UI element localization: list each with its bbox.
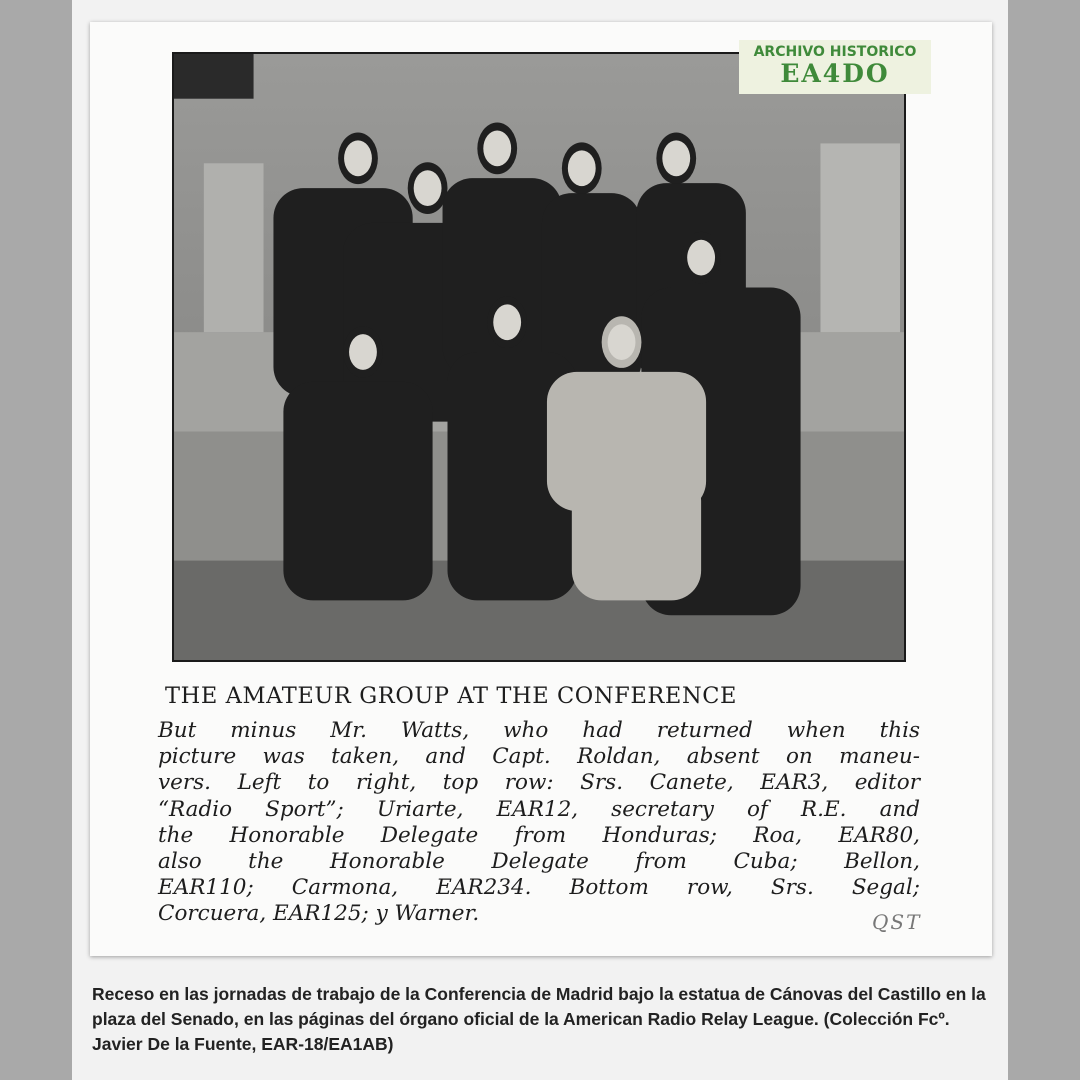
body-line: “Radio Sport”; Uriarte, EAR12, secretary of R.E. and (158, 796, 920, 822)
body-line: the Honorable Delegate from Honduras; Roa, EAR80, (158, 822, 920, 848)
source-credit: QST (872, 910, 922, 934)
body-line: vers. Left to right, top row: Srs. Canete, EAR3, editor (158, 770, 920, 796)
body-line: also the Honorable Delegate from Cuba; Bellon, (158, 849, 920, 875)
badge-title: ARCHIVO HISTORICO (753, 44, 917, 60)
badge-callsign: EA4DO (780, 59, 890, 88)
body-line: Corcuera, EAR125; y Warner. (158, 901, 480, 927)
photo-caption: Receso en las jornadas de trabajo de la Conferencia de Madrid bajo la estatua de Cánovas del Castillo en la plaza del Senado, en las páginas del órgano oficial de la American Radio Relay League. (Colección Fcº. Javier De la Fuente, EAR-18/EA1AB) (92, 984, 986, 1054)
body-line: But minus Mr. Watts, who had returned when this (158, 718, 920, 743)
group-photograph (172, 52, 906, 662)
article-heading: THE AMATEUR GROUP AT THE CONFERENCE (165, 683, 738, 709)
archive-watermark-badge (739, 40, 931, 94)
article-body (158, 718, 920, 928)
body-line: picture was taken, and Capt. Roldan, absent on maneu- (158, 744, 920, 770)
body-line: EAR110; Carmona, EAR234. Bottom row, Srs. Segal; (158, 875, 920, 901)
